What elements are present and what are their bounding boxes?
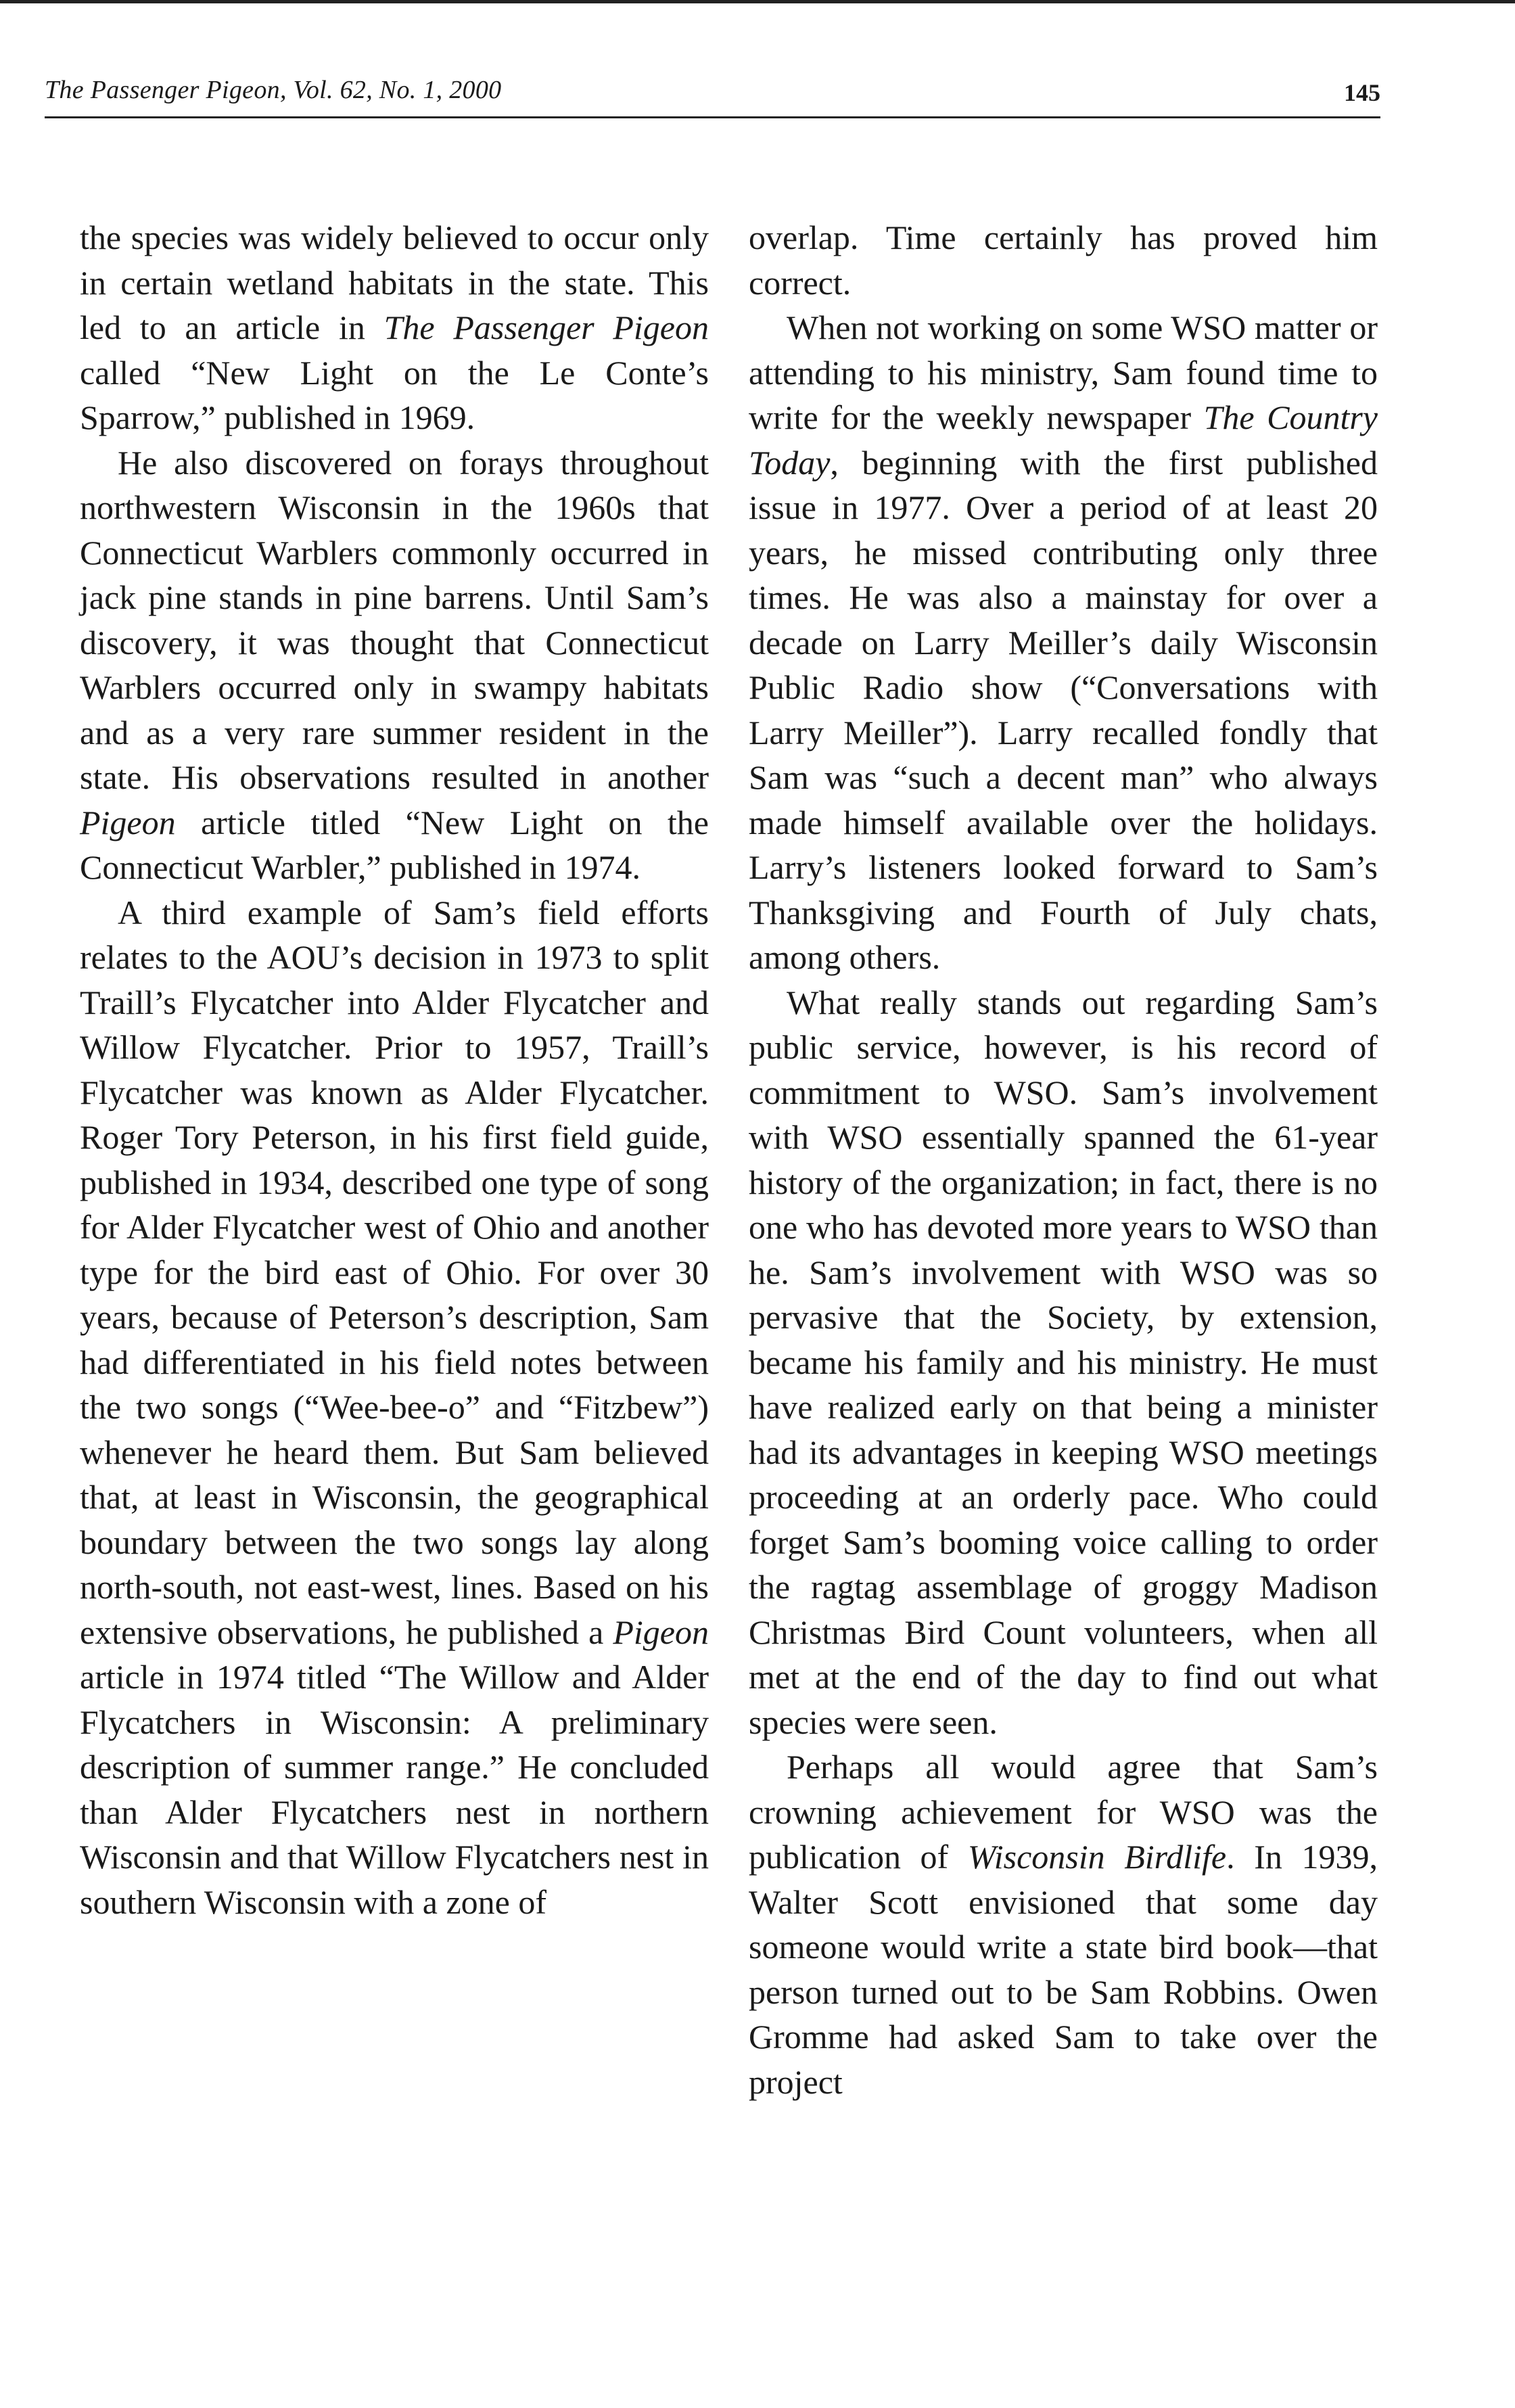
top-rule (0, 0, 1515, 3)
page-number: 145 (1344, 79, 1380, 106)
paragraph: A third example of Sam’s field efforts relates to the AOU’s decision in 1973 to split Traill’s Flycatcher into Alder Flycatcher and Willow Flycatcher. Prior to 1957, Traill’s Flycatcher was known as Alder Flycatcher. Roger Tory Peterson, in his first field guide, published in 1934, described one type of song for Alder Flycatcher west of Ohio and another type for the bird east of Ohio. For over 30 years, because of Peterson’s description, Sam had differentiated in his field notes between the two songs (“Wee-bee-o” and “Fitzbew”) whenever he heard them. But Sam believed that, at least in Wisconsin, the geographical boundary between the two songs lay along north-south, not east-west, lines. Based on his extensive observations, he published a Pigeon article in 1974 titled “The Willow and Alder Flycatchers in Wisconsin: A preliminary description of summer range.” He concluded than Alder Flycatchers nest in northern Wisconsin and that Willow Flycatchers nest in southern Wisconsin with a zone of (80, 893, 709, 1921)
right-column (749, 215, 1378, 2104)
paragraph: What really stands out regarding Sam’s public service, however, is his record of commitment to WSO. Sam’s involvement with WSO essentially spanned the 61-year history of the organization; in fact, there is no one who has devoted more years to WSO than he. Sam’s involvement with WSO was so pervasive that the Society, by extension, became his family and his ministry. He must have realized early on that being a minister had its advantages in keeping WSO meetings proceeding at an orderly pace. Who could forget Sam’s booming voice calling to order the ragtag assemblage of groggy Madison Christmas Bird Count volunteers, when all met at the end of the day to find out what species were seen. (749, 983, 1378, 1741)
paragraph: overlap. Time certainly has proved him correct. (749, 218, 1378, 302)
paragraph: He also discovered on forays throughout northwestern Wisconsin in the 1960s that Connecticut Warblers commonly occurred in jack pine stands in pine barrens. Until Sam’s discovery, it was thought that Connecticut Warblers occurred only in swampy habitats and as a very rare summer resident in the state. His observations resulted in another Pigeon article titled “New Light on the Connecticut Warbler,” published in 1974. (80, 443, 709, 886)
journal-title: The Passenger Pigeon, Vol. 62, No. 1, 2000 (45, 76, 502, 104)
running-header (45, 73, 1380, 118)
paragraph: Perhaps all would agree that Sam’s crowning achievement for WSO was the publication of Wisconsin Birdlife. In 1939, Walter Scott envisioned that some day someone would write a state bird book—that person turned out to be Sam Robbins. Owen Gromme had asked Sam to take over the project (749, 1748, 1378, 2101)
left-column (80, 215, 709, 1924)
paragraph: When not working on some WSO matter or attending to his ministry, Sam found time to write for the weekly newspaper The Country Today, beginning with the first published issue in 1977. Over a period of at least 20 years, he missed contributing only three times. He was also a mainstay for over a decade on Larry Meiller’s daily Wisconsin Public Radio show (“Conversations with Larry Meiller”). Larry recalled fondly that Sam was “such a decent man” who always made himself available over the holidays. Larry’s listeners looked forward to Sam’s Thanksgiving and Fourth of July chats, among others. (749, 308, 1378, 976)
paragraph: the species was widely believed to occur only in certain wetland habitats in the state. This led to an article in The Passenger Pigeon called “New Light on the Le Conte’s Sparrow,” published in 1969. (80, 218, 709, 436)
